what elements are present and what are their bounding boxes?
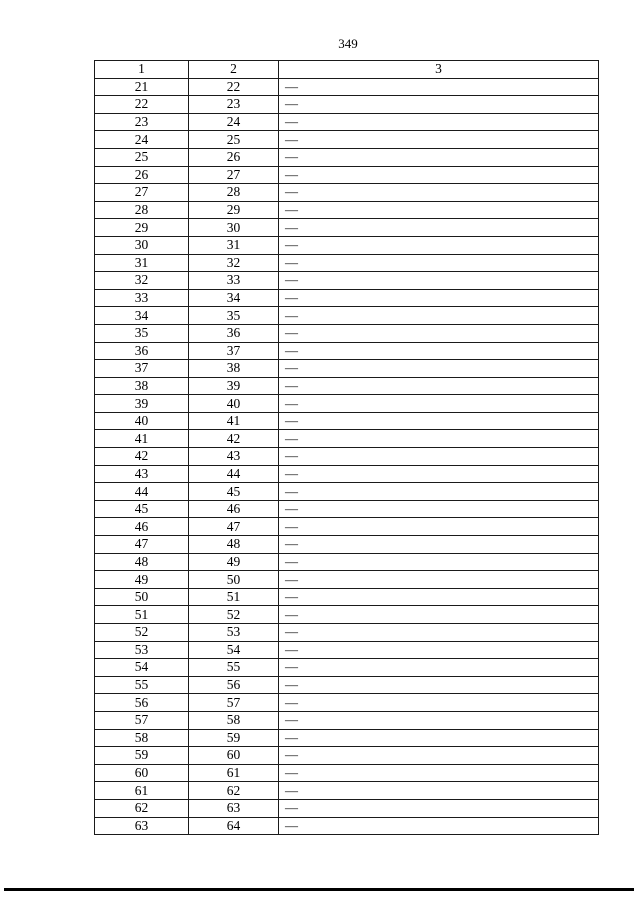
cell-col-3: — bbox=[279, 694, 599, 712]
cell-col-1: 50 bbox=[95, 588, 189, 606]
table-row bbox=[95, 395, 599, 413]
table-body bbox=[95, 78, 599, 835]
table-row bbox=[95, 729, 599, 747]
cell-col-1: 62 bbox=[95, 799, 189, 817]
table-row bbox=[95, 483, 599, 501]
cell-col-1: 63 bbox=[95, 817, 189, 835]
table-row bbox=[95, 430, 599, 448]
cell-col-2: 35 bbox=[189, 307, 279, 325]
cell-col-2: 23 bbox=[189, 96, 279, 114]
cell-col-2: 37 bbox=[189, 342, 279, 360]
cell-col-1: 31 bbox=[95, 254, 189, 272]
cell-col-1: 56 bbox=[95, 694, 189, 712]
table-row bbox=[95, 518, 599, 536]
cell-col-1: 23 bbox=[95, 113, 189, 131]
cell-col-1: 53 bbox=[95, 641, 189, 659]
cell-col-3: — bbox=[279, 799, 599, 817]
table-row bbox=[95, 184, 599, 202]
cell-col-2: 29 bbox=[189, 201, 279, 219]
cell-col-1: 38 bbox=[95, 377, 189, 395]
cell-col-2: 44 bbox=[189, 465, 279, 483]
cell-col-1: 48 bbox=[95, 553, 189, 571]
table-row bbox=[95, 571, 599, 589]
cell-col-3: — bbox=[279, 307, 599, 325]
cell-col-1: 41 bbox=[95, 430, 189, 448]
cell-col-1: 22 bbox=[95, 96, 189, 114]
cell-col-3: — bbox=[279, 148, 599, 166]
cell-col-1: 46 bbox=[95, 518, 189, 536]
cell-col-3: — bbox=[279, 184, 599, 202]
cell-col-3: — bbox=[279, 500, 599, 518]
cell-col-3: — bbox=[279, 254, 599, 272]
cell-col-1: 28 bbox=[95, 201, 189, 219]
cell-col-3: — bbox=[279, 342, 599, 360]
cell-col-2: 47 bbox=[189, 518, 279, 536]
cell-col-3: — bbox=[279, 553, 599, 571]
table-row bbox=[95, 272, 599, 290]
cell-col-1: 60 bbox=[95, 764, 189, 782]
cell-col-2: 49 bbox=[189, 553, 279, 571]
cell-col-3: — bbox=[279, 430, 599, 448]
cell-col-1: 43 bbox=[95, 465, 189, 483]
cell-col-1: 42 bbox=[95, 448, 189, 466]
cell-col-3: — bbox=[279, 131, 599, 149]
cell-col-3: — bbox=[279, 711, 599, 729]
cell-col-1: 55 bbox=[95, 676, 189, 694]
cell-col-2: 53 bbox=[189, 624, 279, 642]
cell-col-3: — bbox=[279, 483, 599, 501]
cell-col-1: 52 bbox=[95, 624, 189, 642]
cell-col-2: 57 bbox=[189, 694, 279, 712]
cell-col-3: — bbox=[279, 289, 599, 307]
cell-col-2: 41 bbox=[189, 412, 279, 430]
cell-col-1: 26 bbox=[95, 166, 189, 184]
cell-col-3: — bbox=[279, 324, 599, 342]
cell-col-2: 39 bbox=[189, 377, 279, 395]
table-row bbox=[95, 78, 599, 96]
cell-col-1: 45 bbox=[95, 500, 189, 518]
table-row bbox=[95, 324, 599, 342]
cell-col-1: 32 bbox=[95, 272, 189, 290]
table-row bbox=[95, 113, 599, 131]
cell-col-3: — bbox=[279, 465, 599, 483]
cell-col-3: — bbox=[279, 624, 599, 642]
table-row bbox=[95, 219, 599, 237]
cell-col-3: — bbox=[279, 448, 599, 466]
table-row bbox=[95, 148, 599, 166]
cell-col-1: 51 bbox=[95, 606, 189, 624]
cell-col-1: 21 bbox=[95, 78, 189, 96]
cell-col-2: 48 bbox=[189, 536, 279, 554]
cell-col-2: 32 bbox=[189, 254, 279, 272]
table-row bbox=[95, 711, 599, 729]
cell-col-1: 61 bbox=[95, 782, 189, 800]
cell-col-2: 40 bbox=[189, 395, 279, 413]
table-row bbox=[95, 747, 599, 765]
cell-col-1: 33 bbox=[95, 289, 189, 307]
cell-col-2: 50 bbox=[189, 571, 279, 589]
table-row bbox=[95, 799, 599, 817]
table-row bbox=[95, 131, 599, 149]
table-row bbox=[95, 236, 599, 254]
cell-col-2: 25 bbox=[189, 131, 279, 149]
cell-col-3: — bbox=[279, 236, 599, 254]
cell-col-1: 37 bbox=[95, 360, 189, 378]
table-row bbox=[95, 254, 599, 272]
cell-col-3: — bbox=[279, 817, 599, 835]
cell-col-2: 61 bbox=[189, 764, 279, 782]
cell-col-1: 34 bbox=[95, 307, 189, 325]
column-header-3: 3 bbox=[279, 61, 599, 79]
table-row bbox=[95, 166, 599, 184]
cell-col-3: — bbox=[279, 641, 599, 659]
cell-col-2: 60 bbox=[189, 747, 279, 765]
table-row bbox=[95, 412, 599, 430]
cell-col-1: 44 bbox=[95, 483, 189, 501]
cell-col-3: — bbox=[279, 219, 599, 237]
cell-col-2: 52 bbox=[189, 606, 279, 624]
cell-col-2: 51 bbox=[189, 588, 279, 606]
cell-col-1: 49 bbox=[95, 571, 189, 589]
cell-col-2: 63 bbox=[189, 799, 279, 817]
cell-col-3: — bbox=[279, 78, 599, 96]
cell-col-3: — bbox=[279, 412, 599, 430]
cell-col-3: — bbox=[279, 272, 599, 290]
cell-col-2: 38 bbox=[189, 360, 279, 378]
cell-col-3: — bbox=[279, 659, 599, 677]
cell-col-3: — bbox=[279, 395, 599, 413]
table-row bbox=[95, 606, 599, 624]
cell-col-3: — bbox=[279, 518, 599, 536]
table-row bbox=[95, 624, 599, 642]
table-row bbox=[95, 500, 599, 518]
cell-col-2: 46 bbox=[189, 500, 279, 518]
cell-col-3: — bbox=[279, 782, 599, 800]
table-row bbox=[95, 536, 599, 554]
cell-col-1: 35 bbox=[95, 324, 189, 342]
table-row bbox=[95, 764, 599, 782]
table-row bbox=[95, 782, 599, 800]
cell-col-3: — bbox=[279, 360, 599, 378]
column-header-2: 2 bbox=[189, 61, 279, 79]
cell-col-3: — bbox=[279, 747, 599, 765]
cell-col-2: 33 bbox=[189, 272, 279, 290]
cell-col-3: — bbox=[279, 377, 599, 395]
cell-col-2: 36 bbox=[189, 324, 279, 342]
cell-col-3: — bbox=[279, 571, 599, 589]
table-row bbox=[95, 377, 599, 395]
cell-col-3: — bbox=[279, 96, 599, 114]
cell-col-3: — bbox=[279, 676, 599, 694]
cell-col-2: 30 bbox=[189, 219, 279, 237]
cell-col-2: 28 bbox=[189, 184, 279, 202]
cell-col-2: 27 bbox=[189, 166, 279, 184]
cell-col-2: 58 bbox=[189, 711, 279, 729]
cell-col-3: — bbox=[279, 166, 599, 184]
cell-col-2: 22 bbox=[189, 78, 279, 96]
cell-col-2: 42 bbox=[189, 430, 279, 448]
cell-col-2: 56 bbox=[189, 676, 279, 694]
cell-col-2: 64 bbox=[189, 817, 279, 835]
table-row bbox=[95, 659, 599, 677]
cell-col-1: 40 bbox=[95, 412, 189, 430]
cell-col-2: 45 bbox=[189, 483, 279, 501]
table-row bbox=[95, 201, 599, 219]
cell-col-2: 59 bbox=[189, 729, 279, 747]
table-row bbox=[95, 676, 599, 694]
cell-col-2: 54 bbox=[189, 641, 279, 659]
cell-col-2: 24 bbox=[189, 113, 279, 131]
cell-col-2: 26 bbox=[189, 148, 279, 166]
bottom-rule bbox=[4, 888, 634, 891]
cell-col-2: 31 bbox=[189, 236, 279, 254]
cell-col-1: 36 bbox=[95, 342, 189, 360]
cell-col-2: 62 bbox=[189, 782, 279, 800]
table-row bbox=[95, 289, 599, 307]
page-number: 349 bbox=[338, 36, 358, 51]
cell-col-1: 27 bbox=[95, 184, 189, 202]
table-header bbox=[95, 61, 599, 79]
cell-col-1: 30 bbox=[95, 236, 189, 254]
cell-col-1: 39 bbox=[95, 395, 189, 413]
table-row bbox=[95, 360, 599, 378]
cell-col-3: — bbox=[279, 588, 599, 606]
table-row bbox=[95, 817, 599, 835]
cell-col-1: 29 bbox=[95, 219, 189, 237]
cell-col-1: 24 bbox=[95, 131, 189, 149]
column-header-1: 1 bbox=[95, 61, 189, 79]
table-row bbox=[95, 96, 599, 114]
cell-col-2: 55 bbox=[189, 659, 279, 677]
cell-col-1: 58 bbox=[95, 729, 189, 747]
table-row bbox=[95, 641, 599, 659]
cell-col-1: 47 bbox=[95, 536, 189, 554]
cell-col-1: 59 bbox=[95, 747, 189, 765]
table-row bbox=[95, 307, 599, 325]
table-row bbox=[95, 588, 599, 606]
cell-col-2: 34 bbox=[189, 289, 279, 307]
cell-col-1: 57 bbox=[95, 711, 189, 729]
data-table bbox=[94, 60, 599, 835]
cell-col-3: — bbox=[279, 764, 599, 782]
cell-col-3: — bbox=[279, 606, 599, 624]
table-row bbox=[95, 342, 599, 360]
cell-col-3: — bbox=[279, 201, 599, 219]
cell-col-1: 54 bbox=[95, 659, 189, 677]
table-row bbox=[95, 448, 599, 466]
cell-col-1: 25 bbox=[95, 148, 189, 166]
cell-col-2: 43 bbox=[189, 448, 279, 466]
cell-col-3: — bbox=[279, 729, 599, 747]
cell-col-3: — bbox=[279, 536, 599, 554]
table-row bbox=[95, 553, 599, 571]
cell-col-3: — bbox=[279, 113, 599, 131]
table-row bbox=[95, 465, 599, 483]
header-row bbox=[95, 61, 599, 79]
table-row bbox=[95, 694, 599, 712]
